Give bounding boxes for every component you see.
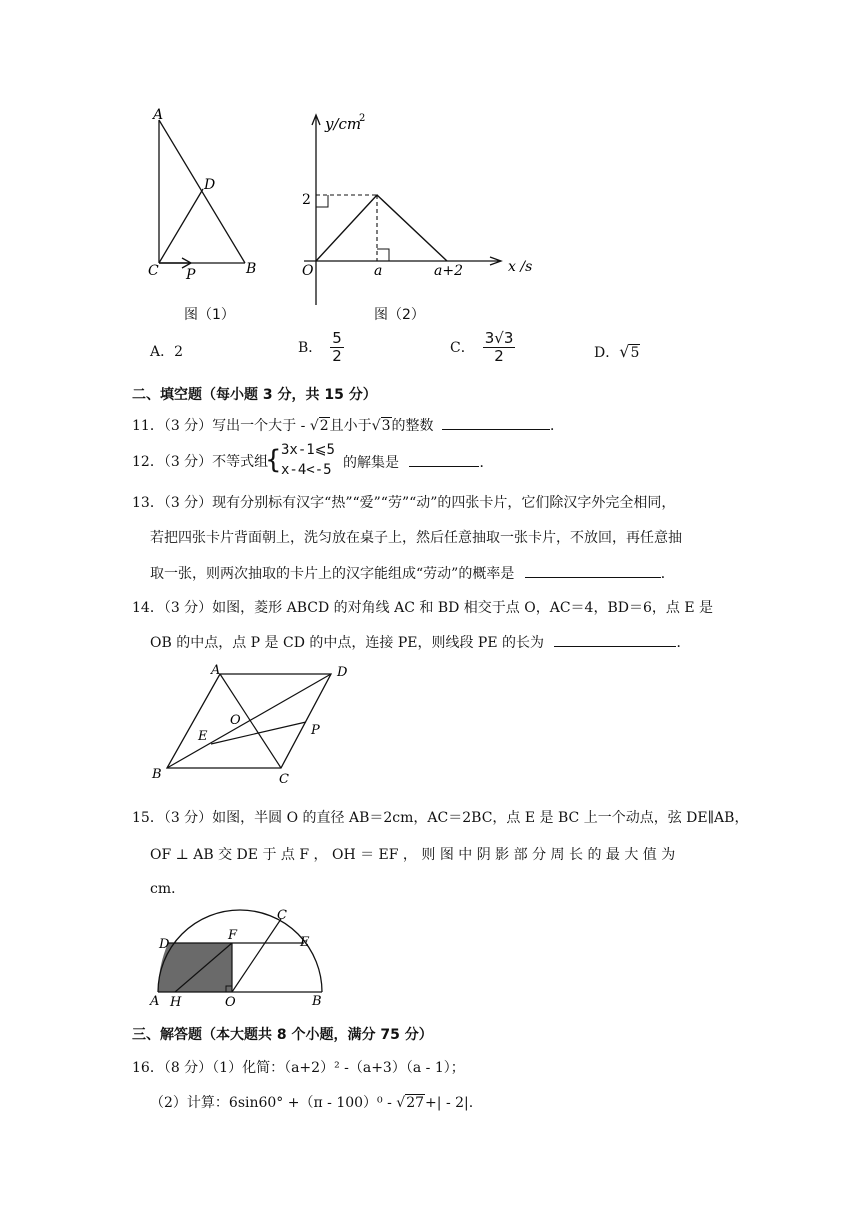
answer-blank-11[interactable]	[442, 415, 550, 430]
semicircle-label-B: B	[312, 994, 322, 1009]
question-15-line1: 15．（3 分）如图，半圆 O 的直径 AB＝2cm，AC＝2BC，点 E 是 BC 上一个动点，弦 DE∥AB，	[132, 810, 749, 826]
question-16-line2: （2）计算：6sin60° +（π - 100）⁰ - √27+| - 2|.	[150, 1095, 474, 1111]
figure-1-caption: 图（1）	[184, 307, 235, 323]
option-D: D．√5	[594, 342, 640, 361]
figure-rhombus	[145, 660, 365, 790]
label-C: C	[148, 263, 159, 279]
x-axis-label: x /s	[508, 259, 533, 275]
question-13-line1: 13．（3 分）现有分别标有汉字“热”“爱”“劳”“动”的四张卡片，它们除汉字外完全相同，	[132, 495, 676, 511]
option-B: B． $\frac{5}{2}$	[298, 329, 342, 365]
answer-blank-14[interactable]	[554, 632, 676, 647]
inequality-system: 3x-1⩽5 x-4<-5	[281, 442, 335, 478]
question-13-line3: 取一张，则两次抽取的卡片上的汉字能组成“劳动”的概率是 ．	[150, 563, 675, 584]
semicircle-label-A: A	[150, 994, 160, 1009]
section-2-heading: 二、填空题（每小题 3 分，共 15 分）	[132, 387, 377, 403]
semicircle-label-H: H	[170, 995, 182, 1010]
label-A: A	[153, 107, 164, 123]
question-13-line2: 若把四张卡片背面朝上，洗匀放在桌子上，然后任意抽取一张卡片，不放回，再任意抽	[150, 530, 682, 546]
answer-blank-13[interactable]	[525, 563, 661, 578]
question-14-line1: 14．（3 分）如图，菱形 ABCD 的对角线 AC 和 BD 相交于点 O，AC＝4，BD＝6，点 E 是	[132, 600, 713, 616]
question-16-line1: 16．（8 分）（1）化简：（a+2）² -（a+3）（a - 1）；	[132, 1060, 465, 1076]
y-axis-label: y/cm	[325, 115, 362, 133]
option-C: C． $\frac{3√3}{2}$	[450, 329, 514, 365]
semicircle-label-D: D	[159, 937, 170, 952]
figure-1	[140, 105, 270, 285]
rhombus-label-C: C	[279, 772, 289, 787]
section-3-heading: 三、解答题（本大题共 8 个小题，满分 75 分）	[132, 1027, 433, 1043]
figure-semicircle	[140, 905, 340, 1010]
semicircle-label-O: O	[225, 995, 236, 1010]
option-A: A．2	[150, 344, 184, 360]
rhombus-label-B: B	[152, 767, 162, 782]
question-12-suffix: 的解集是 ．	[343, 452, 493, 473]
semicircle-label-F: F	[228, 928, 238, 943]
tick-a-plus-2: a+2	[434, 263, 463, 279]
semicircle-label-E: E	[300, 935, 310, 950]
answer-blank-12[interactable]	[409, 452, 479, 467]
question-15-line2: OF ⊥ AB 交 DE 于 点 F ， OH ＝ EF ， 则 图 中 阴 影 部 分 周 长 的 最 大 值 为	[150, 847, 676, 863]
brace: {	[265, 445, 282, 475]
question-12-prefix: 12．（3 分）不等式组	[132, 454, 269, 470]
origin-O: O	[302, 263, 314, 279]
tick-2: 2	[302, 192, 311, 208]
figure-2-caption: 图（2）	[374, 307, 425, 323]
question-11: 11．（3 分）写出一个大于 - √2且小于√3的整数 ．	[132, 415, 564, 436]
figure-2	[290, 105, 545, 310]
question-15-line3: cm．	[150, 881, 186, 897]
label-P: P	[186, 267, 196, 283]
rhombus-label-A: A	[211, 663, 221, 678]
label-B: B	[246, 261, 257, 277]
question-14-line2: OB 的中点，点 P 是 CD 的中点，连接 PE，则线段 PE 的长为 ．	[150, 632, 690, 653]
rhombus-label-O: O	[230, 713, 241, 728]
rhombus-label-D: D	[337, 665, 348, 680]
label-D: D	[204, 177, 216, 193]
rhombus-label-E: E	[198, 729, 208, 744]
rhombus-label-P: P	[311, 723, 320, 738]
tick-a: a	[374, 263, 383, 279]
semicircle-label-C: C	[277, 908, 287, 923]
y-axis-exp: 2	[359, 113, 366, 124]
